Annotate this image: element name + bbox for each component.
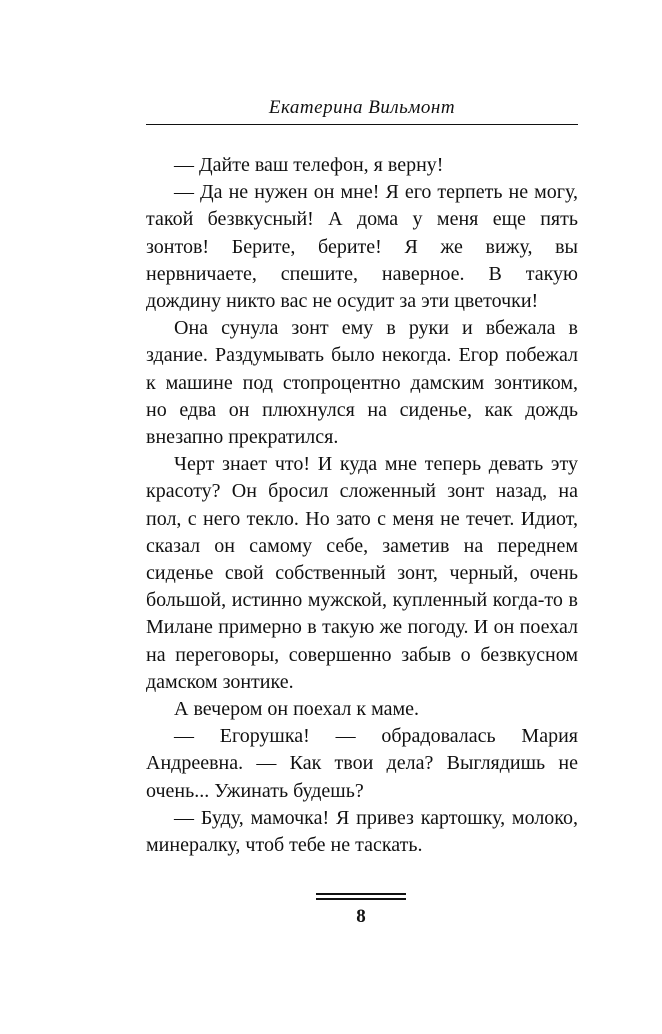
body-text: [146, 152, 578, 859]
paragraph: — Егорушка! — обрадовалась Мария Андреевна. — Как твои дела? Выглядишь не очень... Ужинать будешь?: [146, 725, 578, 802]
paragraph: — Дайте ваш телефон, я верну!: [174, 154, 444, 176]
paragraph: Она сунула зонт ему в руки и вбежала в здание. Раздумывать было некогда. Егор побежал к машине под стопроцентно дамским зонтиком, но едва он плюхнулся на сиденье, как дождь внезапно прекратился.: [146, 317, 578, 449]
paragraph: — Буду, мамочка! Я привез картошку, молоко, минералку, чтоб тебе не таскать.: [146, 806, 578, 857]
author-name: Екатерина Вильмонт: [268, 97, 456, 118]
page-number: 8: [356, 906, 366, 927]
footer-rule-bottom: [316, 898, 406, 900]
paragraph: — Да не нужен он мне! Я его терпеть не могу, такой безвкусный! А дома у меня еще пять зонтов! Берите, берите! Я же вижу, вы нервничаете, спешите, наверное. В такую дождину никто вас не осудит за эти цветочки!: [146, 181, 578, 313]
footer-rule-top: [316, 893, 406, 895]
paragraph: Черт знает что! И куда мне теперь девать эту красоту? Он бросил сложенный зонт назад, на пол, с него текло. Но зато с меня не течет. Идиот, сказал он самому себе, заметив на переднем сиденье свой собственный зонт, черный, очень большой, истинно мужской, купленный когда-то в Милане примерно в такую же погоду. И он поехал на переговоры, совершенно забыв о безвкусном дамском зонтике.: [146, 453, 578, 693]
header-rule: [146, 124, 578, 125]
paragraph: А вечером он поехал к маме.: [174, 698, 420, 721]
